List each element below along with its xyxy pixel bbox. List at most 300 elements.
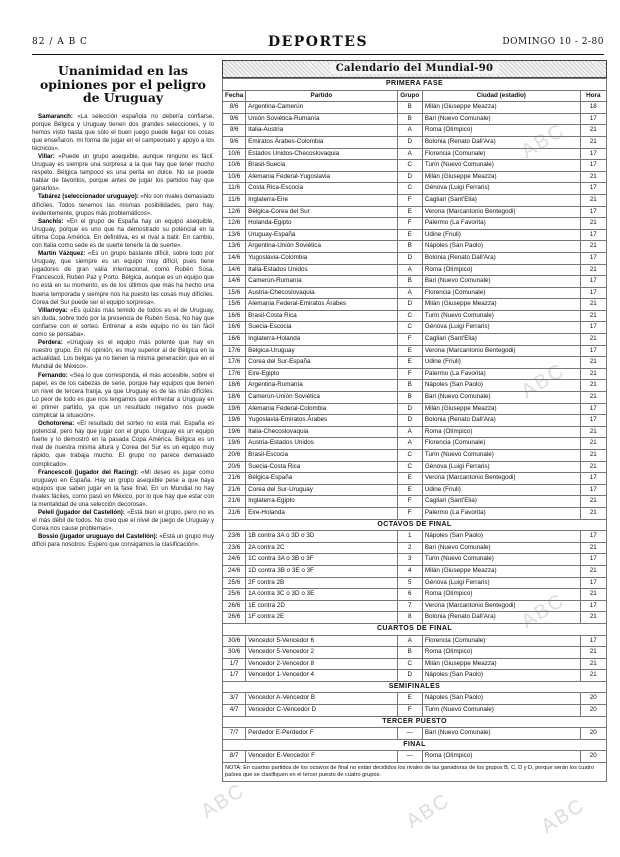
watermark: ABC [517, 119, 570, 163]
match-date: 30/6 [223, 647, 246, 659]
match-time: 17 [580, 415, 606, 427]
match-group: 4 [397, 565, 422, 577]
match-time: 21 [580, 670, 606, 682]
match-time: 17 [580, 148, 606, 160]
match-group: A [397, 148, 422, 160]
match-group: F [397, 496, 422, 508]
match-group: 7 [397, 600, 422, 612]
match-date: 19/6 [223, 426, 246, 438]
match-date: 8/7 [223, 751, 246, 763]
match-row [223, 589, 607, 601]
match-teams: Vencedor 5-Vencedor 2 [246, 647, 397, 659]
match-time: 21 [580, 450, 606, 462]
match-date: 4/7 [223, 705, 246, 717]
match-time: 17 [580, 322, 606, 334]
paragraph-text: «Uruguay es el equipo más potente que hay en nuestro grupo. En mi opinión, es muy superior al de Bélgica en la actualidad. Los belgas ya no tienen la misma generación que en el Mundial de México». [32, 339, 214, 371]
match-time: 21 [580, 461, 606, 473]
paragraph-lead: Villar: [38, 152, 55, 160]
match-time: 21 [580, 310, 606, 322]
calendar-box [222, 60, 607, 830]
match-venue: Turín (Nuevo Comunale) [422, 554, 580, 566]
match-venue: Roma (Olímpico) [422, 426, 580, 438]
match-date: 24/6 [223, 554, 246, 566]
column-header: Ciudad (estadio) [422, 90, 580, 102]
match-group: D [397, 136, 422, 148]
match-teams: Italia-Austria [246, 125, 397, 137]
match-row [223, 206, 607, 218]
match-row [223, 113, 607, 125]
match-row [223, 450, 607, 462]
match-teams: 1E contra 2D [246, 600, 397, 612]
match-venue: Bolonia (Renato Dall'Ara) [422, 252, 580, 264]
match-group: 6 [397, 589, 422, 601]
match-date: 21/6 [223, 473, 246, 485]
match-group: A [397, 426, 422, 438]
match-time: 21 [580, 299, 606, 311]
match-venue: Bolonia (Renato Dall'Ara) [422, 136, 580, 148]
watermark: ABC [517, 589, 570, 633]
match-group: F [397, 705, 422, 717]
match-teams: 1B contra 3A o 3D o 3D [246, 531, 397, 543]
article-paragraph [32, 113, 214, 153]
match-time: 17 [580, 113, 606, 125]
match-row [223, 357, 607, 369]
match-teams: Austria-Checoslovaquia [246, 287, 397, 299]
match-row [223, 334, 607, 346]
match-venue: Milán (Giuseppe Meazza) [422, 403, 580, 415]
match-venue: Florencia (Comunale) [422, 635, 580, 647]
column-header: Hora [580, 90, 606, 102]
match-venue: Roma (Olímpico) [422, 264, 580, 276]
match-venue: Bolonia (Renato Dall'Ara) [422, 415, 580, 427]
column-header: Grupo [397, 90, 422, 102]
match-row [223, 705, 607, 717]
match-venue: Bari (Nuevo Comunale) [422, 542, 580, 554]
match-time: 17 [580, 287, 606, 299]
match-venue: Cagliari (Sant'Elia) [422, 496, 580, 508]
match-time: 21 [580, 438, 606, 450]
match-date: 10/6 [223, 171, 246, 183]
match-row [223, 693, 607, 705]
match-group: E [397, 357, 422, 369]
paragraph-lead: Martín Vázquez: [38, 250, 86, 258]
match-date: 9/6 [223, 125, 246, 137]
match-teams: Alemania Federal-Yugoslavia [246, 171, 397, 183]
match-group: 5 [397, 577, 422, 589]
match-time: 21 [580, 392, 606, 404]
match-venue: Bari (Nuevo Comunale) [422, 113, 580, 125]
article-paragraph [32, 420, 214, 469]
match-group: F [397, 194, 422, 206]
match-venue: Milán (Giuseppe Meazza) [422, 658, 580, 670]
match-teams: Brasil-Escocia [246, 450, 397, 462]
match-date: 9/6 [223, 113, 246, 125]
match-time: 21 [580, 136, 606, 148]
match-time: 21 [580, 647, 606, 659]
match-row [223, 380, 607, 392]
match-teams: 1A contra 3C o 3D o 3E [246, 589, 397, 601]
match-time: 17 [580, 577, 606, 589]
match-date: 12/6 [223, 206, 246, 218]
match-teams: Vencedor 1-Vencedor 4 [246, 670, 397, 682]
paragraph-text: «Es un grupo bastante difícil, sobre todo por Uruguay, que siempre es un equipo muy difícil, pues tiene jugadores de gran valía internacional, como Rubén Sosa, Francescoli, Rubén Paz y Porto. Bélgica, aunque es un equipo que no está en su momento, es de los últimos que más ha hecho una buena temporada y siempre nos ha puesto las cosas muy difíciles. Corea del Sur puede ser el equipo sorpresa». [32, 250, 214, 306]
match-date: 20/6 [223, 461, 246, 473]
match-date: 23/6 [223, 542, 246, 554]
match-time: 21 [580, 125, 606, 137]
match-group: F [397, 334, 422, 346]
match-time: 17 [580, 276, 606, 288]
match-teams: Argentina-Rumanía [246, 380, 397, 392]
match-teams: Argentina-Unión Soviética [246, 241, 397, 253]
match-row [223, 542, 607, 554]
paragraph-text: «La selección española no debería confiarse, porque Bélgica y Uruguay tienen dos grandes selecciones, y lo hemos visto hasta que sólo el buen juego puede llegar los cosas que enseñaron. mi forma de jugar en el campeonato y apoyo a los técnicos». [32, 112, 214, 152]
watermark: ABC [537, 794, 590, 838]
match-time: 21 [580, 496, 606, 508]
match-date: 15/6 [223, 299, 246, 311]
match-venue: Roma (Olímpico) [422, 589, 580, 601]
article-paragraph [32, 307, 214, 339]
calendar-table [222, 78, 607, 763]
match-venue: Florencia (Comunale) [422, 438, 580, 450]
match-venue: Turín (Nuevo Comunale) [422, 310, 580, 322]
match-time: 21 [580, 241, 606, 253]
match-venue: Bari (Nuevo Comunale) [422, 728, 580, 740]
match-venue: Udine (Friuli) [422, 229, 580, 241]
match-date: 20/6 [223, 450, 246, 462]
match-group: D [397, 403, 422, 415]
match-venue: Nápoles (San Paolo) [422, 531, 580, 543]
match-venue: Bari (Nuevo Comunale) [422, 276, 580, 288]
match-date: 21/6 [223, 507, 246, 519]
match-time: 17 [580, 635, 606, 647]
column-header: Fecha [223, 90, 246, 102]
match-group: D [397, 670, 422, 682]
match-time: 21 [580, 218, 606, 230]
match-teams: Eire-Egipto [246, 368, 397, 380]
match-teams: Suecia-Escocia [246, 322, 397, 334]
match-venue: Milán (Giuseppe Meazza) [422, 299, 580, 311]
match-row [223, 751, 607, 763]
match-group: C [397, 658, 422, 670]
match-teams: Vencedor 5-Vencedor 6 [246, 635, 397, 647]
match-time: 21 [580, 368, 606, 380]
match-time: 17 [580, 345, 606, 357]
match-group: B [397, 392, 422, 404]
match-row [223, 647, 607, 659]
match-group: E [397, 693, 422, 705]
match-date: 21/6 [223, 496, 246, 508]
match-group: — [397, 751, 422, 763]
match-teams: Vencedor A-Vencedor B [246, 693, 397, 705]
match-row [223, 392, 607, 404]
match-teams: Uruguay-España [246, 229, 397, 241]
match-venue: Palermo (La Favorita) [422, 368, 580, 380]
phase-heading-row [223, 519, 607, 531]
match-venue: Génova (Luigi Ferraris) [422, 577, 580, 589]
match-row [223, 670, 607, 682]
match-row [223, 426, 607, 438]
page-header [32, 34, 604, 55]
match-time: 21 [580, 171, 606, 183]
paragraph-text: «En el grupo de España hay un equipo asequible, Uruguay, porque es uno que ha demostrado su potencial en la última Copa América. En definitiva, es el rival a batir. En cambio, con Italia como sede es de suerte tenerle la de suerte». [32, 217, 214, 249]
match-teams: Holanda-Egipto [246, 218, 397, 230]
match-venue: Cagliari (Sant'Elia) [422, 194, 580, 206]
match-group: D [397, 171, 422, 183]
paragraph-lead: Villarroya: [38, 306, 68, 314]
calendar-header-row [223, 90, 607, 102]
match-teams: 2F contra 2B [246, 577, 397, 589]
match-teams: 2A contra 2C [246, 542, 397, 554]
watermark: ABC [402, 789, 455, 833]
match-date: 14/6 [223, 252, 246, 264]
match-venue: Milán (Giuseppe Meazza) [422, 102, 580, 114]
match-time: 17 [580, 403, 606, 415]
match-teams: Vencedor 2-Vencedor 8 [246, 658, 397, 670]
match-group: B [397, 276, 422, 288]
match-time: 21 [580, 542, 606, 554]
match-row [223, 264, 607, 276]
match-row [223, 299, 607, 311]
match-group: 2 [397, 542, 422, 554]
match-group: C [397, 310, 422, 322]
match-teams: Italia-Checoslovaquia [246, 426, 397, 438]
issue-date: DOMINGO 10 - 2-80 [502, 37, 604, 47]
match-time: 20 [580, 728, 606, 740]
phase-name: CUARTOS DE FINAL [223, 623, 607, 635]
match-teams: Corea del Sur-Uruguay [246, 484, 397, 496]
paragraph-text: «Está un grupo muy difícil para nosotros. Espero que consigamos la clasificación». [32, 533, 214, 549]
match-date: 14/6 [223, 264, 246, 276]
match-date: 12/6 [223, 218, 246, 230]
match-row [223, 473, 607, 485]
match-row [223, 554, 607, 566]
match-venue: Génova (Luigi Ferraris) [422, 183, 580, 195]
match-group: — [397, 728, 422, 740]
match-time: 21 [580, 565, 606, 577]
match-date: 16/6 [223, 310, 246, 322]
article-headline: Unanimidad en las opiniones por el peligro de Uruguay [40, 63, 206, 105]
match-row [223, 507, 607, 519]
match-teams: Brasil-Suecia [246, 160, 397, 172]
match-time: 21 [580, 612, 606, 624]
match-group: D [397, 299, 422, 311]
match-row [223, 658, 607, 670]
match-date: 13/6 [223, 241, 246, 253]
match-row [223, 612, 607, 624]
page-number-source: 82 / A B C [32, 37, 88, 47]
paragraph-text: «Está bien el grupo, pero no es el más débil de todos. No creo que el nivel de juego de Uruguay y Corea nos cause problemas». [32, 509, 214, 533]
match-date: 26/6 [223, 600, 246, 612]
match-date: 30/6 [223, 635, 246, 647]
match-venue: Florencia (Comunale) [422, 148, 580, 160]
match-teams: Eire-Holanda [246, 507, 397, 519]
match-teams: Costa Rica-Escocia [246, 183, 397, 195]
phase-heading-row [223, 681, 607, 693]
match-date: 23/6 [223, 531, 246, 543]
match-row [223, 183, 607, 195]
phase-name: OCTAVOS DE FINAL [223, 519, 607, 531]
match-group: B [397, 647, 422, 659]
match-teams: Perdedor E-Perdedor F [246, 728, 397, 740]
match-teams: 1D contra 3B o 3E o 3F [246, 565, 397, 577]
match-teams: Corea del Sur-España [246, 357, 397, 369]
match-row [223, 600, 607, 612]
match-venue: Bari (Nuevo Comunale) [422, 392, 580, 404]
match-row [223, 136, 607, 148]
match-group: F [397, 507, 422, 519]
match-venue: Génova (Luigi Ferraris) [422, 322, 580, 334]
section-title: DEPORTES [267, 34, 369, 50]
match-group: A [397, 438, 422, 450]
match-teams: Emiratos Árabes-Colombia [246, 136, 397, 148]
match-teams: Brasil-Costa Rica [246, 310, 397, 322]
article-body [32, 113, 214, 550]
match-time: 21 [580, 357, 606, 369]
match-time: 21 [580, 194, 606, 206]
match-row [223, 403, 607, 415]
match-row [223, 484, 607, 496]
match-teams: Camerún-Rumanía [246, 276, 397, 288]
match-date: 24/6 [223, 565, 246, 577]
paragraph-lead: Ochotorena: [38, 420, 75, 428]
match-date: 25/6 [223, 589, 246, 601]
match-group: B [397, 113, 422, 125]
match-time: 21 [580, 507, 606, 519]
match-venue: Roma (Olímpico) [422, 751, 580, 763]
match-time: 21 [580, 334, 606, 346]
match-row [223, 160, 607, 172]
match-date: 26/6 [223, 612, 246, 624]
match-group: C [397, 322, 422, 334]
paragraph-lead: Perdera: [38, 339, 63, 347]
match-time: 17 [580, 531, 606, 543]
match-time: 17 [580, 554, 606, 566]
match-teams: Italia-Estados Unidos [246, 264, 397, 276]
match-group: F [397, 218, 422, 230]
match-time: 17 [580, 229, 606, 241]
article-paragraph [32, 469, 214, 509]
match-row [223, 194, 607, 206]
match-group: 3 [397, 554, 422, 566]
match-date: 3/7 [223, 693, 246, 705]
match-group: E [397, 473, 422, 485]
match-group: A [397, 125, 422, 137]
article-paragraph [32, 218, 214, 250]
match-teams: Bélgica-España [246, 473, 397, 485]
match-date: 14/6 [223, 276, 246, 288]
match-row [223, 415, 607, 427]
calendar-title-text: Calendario del Mundial-90 [330, 63, 499, 74]
match-teams: Alemania Federal-Colombia [246, 403, 397, 415]
match-row [223, 438, 607, 450]
match-venue: Verona (Marcantonio Bentegodi) [422, 600, 580, 612]
match-teams: Camerún-Unión Soviética [246, 392, 397, 404]
phase-heading-row [223, 739, 607, 751]
match-venue: Udine (Friuli) [422, 357, 580, 369]
match-group: B [397, 241, 422, 253]
match-time: 21 [580, 658, 606, 670]
match-venue: Verona (Marcantonio Bentegodi) [422, 206, 580, 218]
match-date: 16/6 [223, 334, 246, 346]
paragraph-lead: Samaranch: [38, 112, 73, 120]
match-row [223, 276, 607, 288]
match-group: F [397, 368, 422, 380]
article-paragraph [32, 153, 214, 193]
match-venue: Florencia (Comunale) [422, 287, 580, 299]
match-row [223, 310, 607, 322]
match-time: 21 [580, 380, 606, 392]
match-row [223, 461, 607, 473]
match-date: 21/6 [223, 484, 246, 496]
phase-heading-row [223, 79, 607, 91]
article-paragraph [32, 372, 214, 421]
match-teams: Vencedor E-Vencedor F [246, 751, 397, 763]
match-group: B [397, 102, 422, 114]
match-group: A [397, 635, 422, 647]
match-date: 17/6 [223, 357, 246, 369]
match-venue: Turín (Nuevo Comunale) [422, 450, 580, 462]
match-row [223, 368, 607, 380]
paragraph-lead: Francescoli (jugador del Racing): [38, 468, 139, 476]
paragraph-lead: Sanchís: [38, 217, 64, 225]
match-row [223, 125, 607, 137]
match-date: 1/7 [223, 658, 246, 670]
match-date: 8/6 [223, 102, 246, 114]
match-group: 1 [397, 531, 422, 543]
match-group: C [397, 183, 422, 195]
match-group: C [397, 160, 422, 172]
paragraph-text: «Sea lo que corresponda, el más accesible, sobre el papel, es de los cabezas de serie, porque hay equipos que tienen un nivel de tercera franja, ya que Uruguay es de las más difíciles. Lo peor de todo es que nos tengamos que enfrentar a Uruguay en el primer partido, ya que un resultado negativo nos puede complicar la situación». [32, 371, 214, 419]
match-group: E [397, 229, 422, 241]
match-date: 19/6 [223, 438, 246, 450]
match-row [223, 531, 607, 543]
match-teams: 1C contra 3A o 3B o 3F [246, 554, 397, 566]
match-date: 1/7 [223, 670, 246, 682]
match-teams: Estados Unidos-Checoslovaquia [246, 148, 397, 160]
calendar-title [222, 60, 607, 78]
match-teams: Unión Soviética-Rumanía [246, 113, 397, 125]
article-paragraph [32, 193, 214, 217]
match-row [223, 148, 607, 160]
phase-name: PRIMERA FASE [223, 79, 607, 91]
match-group: C [397, 450, 422, 462]
match-teams: Inglaterra-Holanda [246, 334, 397, 346]
match-venue: Nápoles (San Paolo) [422, 380, 580, 392]
phase-name: TERCER PUESTO [223, 716, 607, 728]
match-teams: Yugoslavia-Colombia [246, 252, 397, 264]
match-time: 21 [580, 589, 606, 601]
match-time: 17 [580, 252, 606, 264]
article-paragraph [32, 339, 214, 371]
match-date: 16/6 [223, 322, 246, 334]
match-date: 17/6 [223, 345, 246, 357]
match-row [223, 287, 607, 299]
paragraph-text: «No son rivales demasiado difíciles. Todos tenemos las mismas posibilidades, pero hay, evidentemente, grupos más problemáticos». [32, 193, 214, 217]
match-group: D [397, 415, 422, 427]
match-teams: Argentina-Camerún [246, 102, 397, 114]
phase-heading-row [223, 716, 607, 728]
match-group: E [397, 206, 422, 218]
match-row [223, 171, 607, 183]
match-group: C [397, 461, 422, 473]
match-teams: Alemania Federal-Emiratos Árabes [246, 299, 397, 311]
match-date: 18/6 [223, 380, 246, 392]
match-teams: Yugoslavia-Emiratos Árabes [246, 415, 397, 427]
phase-heading-row [223, 623, 607, 635]
match-venue: Nápoles (San Paolo) [422, 693, 580, 705]
paragraph-text: «Es quizás más temido de todos es el de Uruguay, sin duda, sobre todo por la presencia de Rubén Sosa. No hay que confiarse con el sorteo. Entrenar a este equipo no es tan fácil como se pensaba». [32, 306, 214, 339]
match-teams: Inglaterra-Eire [246, 194, 397, 206]
